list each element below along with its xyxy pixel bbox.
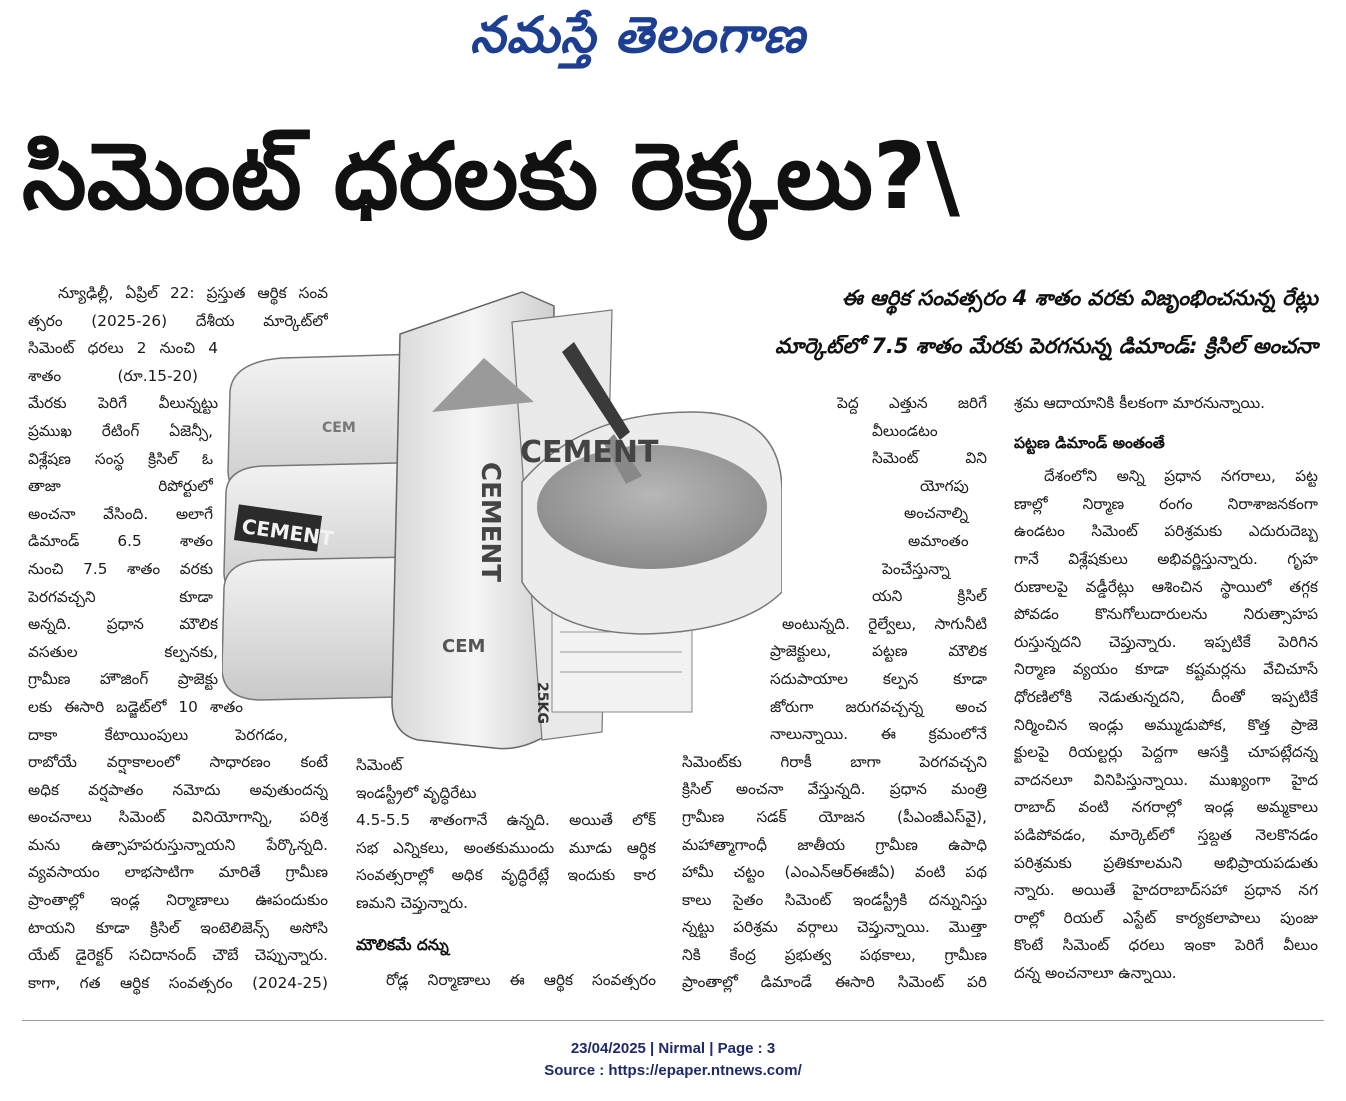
text-line: ణమని చెప్తున్నారు.: [356, 893, 469, 912]
text-line: ప్రాంతాల్లో డిమాండే ఈసారి సిమెంట్ పరి: [682, 973, 987, 992]
text-line: క్రిసిల్ అంచనా వేస్తున్నది. ప్రధాన మంత్రి: [682, 780, 987, 799]
text-line: పెరగవచ్చని కూడా: [28, 587, 213, 606]
text-line: టాయని కూడా క్రిసిల్ ఇంటెలిజెన్స్ అసోసి: [28, 918, 328, 937]
text-line: న్నట్టు పరిశ్రమ వర్గాలు చెప్తున్నాయి. మొత్తా: [682, 918, 987, 937]
text-line: అంచనాల్ని: [904, 504, 969, 523]
footer-date-edition: 23/04/2025 | Nirmal | Page : 3: [570, 1040, 776, 1057]
text-line: అన్నది. ప్రధాన మౌలిక: [28, 615, 218, 634]
column-2: [356, 752, 656, 995]
text-line: రుణాలపై వడ్డీరేట్లు ఆశించిన స్థాయిలో తగ్గక: [1014, 577, 1318, 596]
text-line: అధిక వర్షపాతం నమోదు అవుతుందన్న: [28, 780, 328, 799]
bag-label: CEMENT: [475, 462, 505, 582]
text-line: హామీ చట్టం (ఎంఎన్‌ఆర్‌ఈజీఏ) వంటి పథ: [682, 863, 987, 882]
text-line: పెద్ద ఎత్తున జరిగే: [837, 394, 987, 412]
text-line: అంచనాలు సిమెంట్ వినియోగాన్ని, పరిశ్ర: [28, 808, 328, 827]
text-line: గ్రామీణ సడక్ యోజన (పీఎంజీఎస్‌వై),: [682, 807, 987, 826]
deck-line-1: ఈ ఆర్థిక సంవత్సరం 4 శాతం వరకు విజృంభించనున్న రేట్లు: [841, 286, 1318, 310]
text-line: పోవడం కొనుగోలుదారులను నిరుత్సాహప: [1014, 605, 1318, 624]
text-line: మను ఉత్సాహపరుస్తున్నాయని పేర్కొన్నది.: [28, 835, 328, 854]
text-line: వ్యవసాయం లాభసాటిగా మారితే గ్రామీణ: [28, 863, 328, 882]
text-line: జోరుగా జరుగవచ్చన్న అంచ: [770, 697, 987, 716]
bag-weight: 25KG: [534, 682, 550, 724]
deck-line-2: మార్కెట్‌లో 7.5 శాతం మేరకు పెరగనున్న డిమాండ్: క్రిసిల్ అంచనా: [775, 334, 1318, 358]
text-line: రుస్తున్నదని చెప్తున్నారు. ఇప్పటికే పెరిగిన: [1014, 632, 1318, 651]
bag-label: CEM: [322, 420, 356, 436]
column-4: [1014, 390, 1318, 987]
text-line: గ్రామీణ హౌజింగ్ ప్రాజెక్టు: [28, 670, 218, 689]
text-line: సభ ఎన్నికలు, అంతకుముందు మూడు ఆర్థిక: [356, 838, 656, 857]
masthead-logo: నమస్తే తెలంగాణ: [470, 6, 806, 64]
text-line: రోడ్ల నిర్మాణాలు ఈ ఆర్థిక సంవత్సరం: [386, 971, 656, 990]
text-line: సిమెంట్ విని: [872, 449, 987, 468]
text-line: నుంచి 7.5 శాతం వరకు: [28, 559, 213, 578]
text-line: మేరకు పెరిగే వీలున్నట్టు: [28, 394, 218, 413]
text-line: వసతుల కల్పనకు,: [28, 642, 218, 661]
subheading: పట్టణ డిమాండ్ అంతంతే: [1014, 433, 1165, 452]
bag-label: CEMENT: [240, 514, 336, 551]
text-line: తాజా రిపోర్టులో: [28, 477, 213, 496]
bag-label: CEMENT: [520, 435, 659, 470]
text-line: పరిశ్రమకు ప్రతికూలమని అభిప్రాయపడుతు: [1014, 853, 1318, 872]
text-line: రాబాద్ వంటి నగరాల్లో ఇండ్ల అమ్మకాలు: [1014, 798, 1318, 817]
text-line: కాగా, గత ఆర్థిక సంవత్సరం (2024-25): [28, 973, 328, 992]
text-line: గానే విశ్లేషకులు అభివర్ణిస్తున్నారు. గృహ: [1014, 549, 1318, 568]
text-line: త్సరం (2025-26) దేశీయ మార్కెట్‌లో: [28, 311, 328, 330]
text-line: శ్రమ ఆదాయానికి కీలకంగా మారనున్నాయి.: [1014, 394, 1266, 412]
text-line: న్నారు. అయితే హైదరాబాద్‌సహా ప్రధాన నగ: [1014, 881, 1318, 900]
text-line: నికి కేంద్ర ప్రభుత్వ పథకాలు, గ్రామీణ: [682, 945, 987, 964]
text-line: డిమాండ్ 6.5 శాతం: [28, 532, 213, 551]
footer-divider: [22, 1020, 1324, 1021]
text-line: క్టులపై రియల్టర్లు పెద్దగా ఆసక్తి చూపట్లేదన్న: [1014, 743, 1318, 762]
footer-source: Source : https://epaper.ntnews.com/: [544, 1062, 802, 1079]
text-line: న్యూఢిల్లీ, ఏప్రిల్ 22: ప్రస్తుత ఆర్థిక సంవ: [58, 284, 328, 302]
headline-text: సిమెంట్ ధరలకు రెక్కలు?: [22, 123, 927, 230]
text-line: రాబోయే వర్షాకాలంలో సాధారణం కంటే: [28, 753, 328, 772]
text-line: యోగపు: [920, 476, 969, 495]
text-line: పెంచేస్తున్నా: [882, 559, 950, 578]
text-line: విశ్లేషణ సంస్థ క్రిసిల్ ఓ: [28, 449, 213, 468]
text-line: అంటున్నది. రైల్వేలు, సాగునీటి: [782, 614, 987, 633]
text-line: సదుపాయాల కల్పన కూడా: [770, 669, 987, 688]
text-line: ఉండటం సిమెంట్ పరిశ్రమకు ఎదురుదెబ్బ: [1014, 522, 1318, 541]
text-line: లకు ఈసారి బడ్జెట్‌లో 10 శాతం: [28, 697, 243, 716]
text-line: 4.5-5.5 శాతంగానే ఉన్నది. అయితే లోక్: [356, 811, 656, 830]
text-line: దేశంలోని అన్ని ప్రధాన నగరాలు, పట్ట: [1044, 467, 1318, 486]
text-line: కాలు సైతం సిమెంట్ ఇండస్ట్రీకి దన్నునిస్తు: [682, 890, 987, 909]
text-line: నిర్మాణ వ్యయం కూడా కష్టమర్లను వేచిచూసే: [1014, 660, 1318, 679]
text-line: ప్రాంతాల్లో ఇండ్ల నిర్మాణాలు ఊపందుకుం: [28, 891, 328, 910]
text-line: వీలుండటం: [872, 421, 938, 440]
text-line: కొంటే సిమెంట్ ధరలు ఇంకా పెరిగే వీలుం: [1014, 936, 1318, 955]
text-line: యేట్ డైరెక్టర్ సచిదానంద్ చౌబే చెప్పున్నారు.: [28, 946, 328, 965]
text-line: ధోరణిలోకి నెడుతున్నదని, దీంతో ఇప్పటికే: [1014, 687, 1318, 706]
text-line: రాల్లో రియల్ ఎస్టేట్ కార్యకలాపాలు పుంజు: [1014, 908, 1318, 927]
headline-trail: \: [926, 123, 960, 230]
text-line: సిమెంట్‌కు గిరాకీ బాగా పెరగవచ్చని: [682, 752, 987, 771]
column-1: [28, 280, 328, 997]
column-3: [682, 390, 987, 997]
bag-label: CEM: [442, 636, 486, 657]
text-line: మహాత్మాగాంధీ జాతీయ గ్రామీణ ఉపాధి: [682, 835, 987, 854]
subheading: మౌలికమే దన్ను: [356, 935, 449, 954]
text-line: సిమెంట్: [356, 756, 403, 774]
text-line: ప్రాజెక్టులు, పట్టణ మౌలిక: [770, 642, 987, 661]
text-line: ఇండస్ట్రీలో వృద్ధిరేటు: [356, 783, 477, 802]
text-line: ప్రముఖ రేటింగ్ ఏజెన్సీ,: [28, 421, 213, 440]
text-line: పడిపోవడం, మార్కెట్‌లో స్తబ్దత నెలకొనడం: [1014, 825, 1318, 844]
headline: [22, 112, 1342, 252]
text-line: అమాంతం: [908, 531, 969, 550]
text-line: ణాల్లో నిర్మాణ రంగం నిరాశాజనకంగా: [1014, 494, 1318, 513]
text-line: దాకా కేటాయింపులు పెరగడం,: [28, 725, 288, 744]
text-line: సిమెంట్ ధరలు 2 నుంచి 4: [28, 339, 218, 358]
text-line: దన్న అంచనాలూ ఉన్నాయి.: [1014, 963, 1177, 982]
text-line: నాలున్నాయి. ఈ క్రమంలోనే: [770, 725, 987, 744]
text-line: నిర్మించిన ఇండ్లు అమ్ముడుపోక, కొత్త ప్రాజె: [1014, 715, 1318, 734]
text-line: యని క్రిసిల్: [872, 587, 987, 606]
text-line: శాతం (రూ.15-20): [28, 366, 198, 385]
text-line: అంచనా వేసింది. అలాగే: [28, 504, 213, 523]
text-line: సంవత్సరాల్లో అధిక వృద్ధిరేట్లే ఇందుకు కార: [356, 866, 656, 885]
text-line: వాదనలూ వినిపిస్తున్నాయి. ముఖ్యంగా హైద: [1014, 770, 1318, 789]
